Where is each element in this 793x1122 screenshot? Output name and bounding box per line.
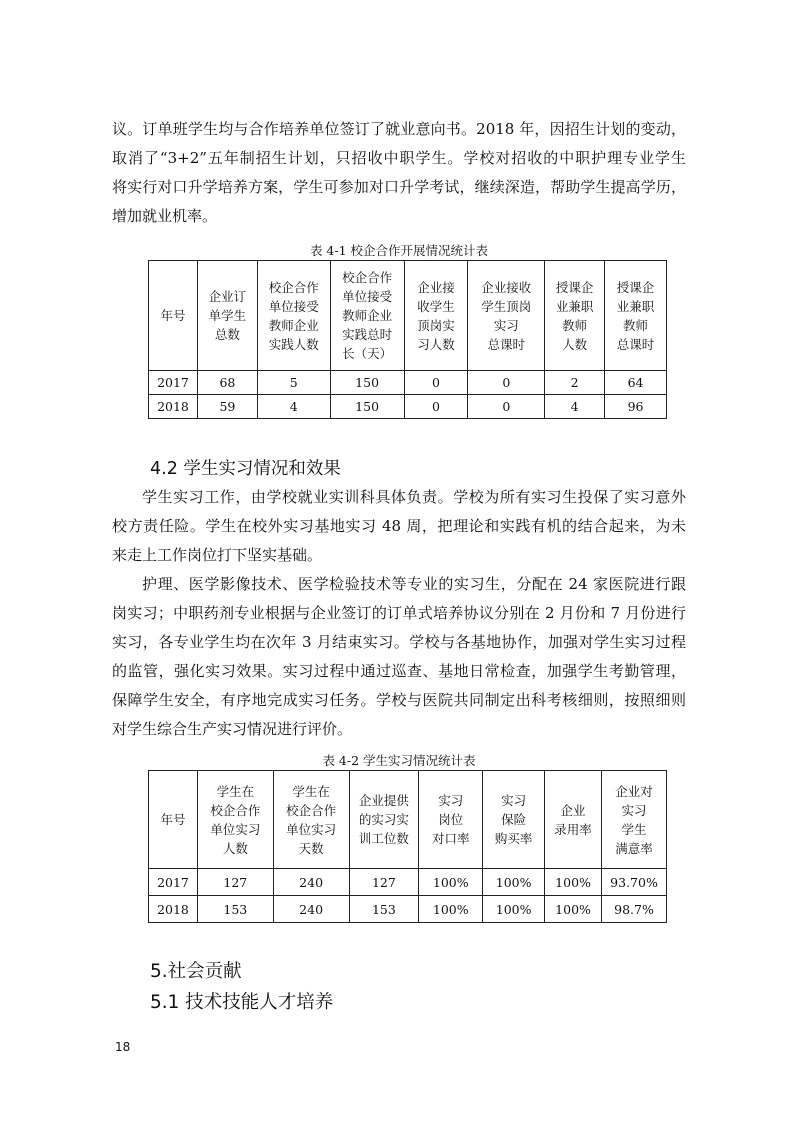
table2-header-cell: 企业提供 的实习实 训工位数	[349, 771, 419, 869]
table-row	[149, 896, 667, 923]
table-cell: 96	[605, 395, 667, 419]
table1-header-cell: 企业订 单学生 总数	[197, 261, 257, 371]
table-cell: 64	[605, 371, 667, 395]
section42-paragraph-2	[112, 570, 686, 744]
table1-caption: 表 4-1 校企合作开展情况统计表	[309, 243, 489, 258]
text-line: 校方责任险。学生在校外实习基地实习 48 周，把理论和实践有机的结合起来，为未	[112, 517, 686, 535]
table-cell: 153	[197, 896, 273, 923]
table-cell: 150	[330, 371, 404, 395]
table1-header-cell: 授课企 业兼职 教师 人数	[545, 261, 605, 371]
table2-header-cell: 实习 保险 购买率	[483, 771, 545, 869]
table-cell: 240	[273, 896, 349, 923]
table-cell: 2017	[149, 371, 198, 395]
text-line: 议。订单班学生均与合作培养单位签订了就业意向书。2018 年，因招生计划的变动，	[112, 120, 686, 138]
table2-caption: 表 4-2 学生实习情况统计表	[322, 753, 476, 768]
table2-header-cell: 学生在 校企合作 单位实习 人数	[197, 771, 273, 869]
text-line: 的监管，强化实习效果。实习过程中通过巡查、基地日常检查，加强学生考勤管理，	[112, 662, 686, 680]
text-line: 保障学生安全，有序地完成实习任务。学校与医院共同制定出科考核细则，按照细则	[112, 691, 686, 709]
page-number: 18	[115, 1040, 131, 1054]
table-cell: 2018	[149, 896, 198, 923]
text-line: 护理、医学影像技术、医学检验技术等专业的实习生，分配在 24 家医院进行跟	[142, 575, 686, 593]
table-cell: 4	[545, 395, 605, 419]
table-row	[149, 869, 667, 896]
text-line: 将实行对口升学培养方案，学生可参加对口升学考试，继续深造，帮助学生提高学历，	[112, 178, 686, 196]
table-cell: 4	[257, 395, 330, 419]
table-cell: 153	[349, 896, 419, 923]
table2-header-cell: 企业 录用率	[545, 771, 602, 869]
chapter-heading: 5.社会贡献	[150, 961, 242, 982]
text-line: 学生实习工作，由学校就业实训科具体负责。学校为所有实习生投保了实习意外	[142, 488, 686, 506]
table-cell: 100%	[419, 869, 483, 896]
text-line: 对学生综合生产实习情况进行评价。	[112, 720, 353, 738]
table-cell: 100%	[545, 896, 602, 923]
table2-header-cell: 企业对 实习 学生 满意率	[602, 771, 667, 869]
table-cell: 0	[468, 395, 545, 419]
table-row	[149, 371, 667, 395]
table1-header-row	[149, 261, 667, 371]
table-cell: 93.70%	[602, 869, 667, 896]
table2-header-cell: 年号	[149, 771, 198, 869]
text-line: 实习，各专业学生均在次年 3 月结束实习。学校与各基地协作，加强对学生实习过程	[112, 633, 686, 651]
table-cell: 0	[404, 395, 468, 419]
table-cell: 59	[197, 395, 257, 419]
table-cell: 100%	[483, 869, 545, 896]
table-cell: 98.7%	[602, 896, 667, 923]
table1-header-cell: 校企合作 单位接受 教师企业 实践总时 长（天）	[330, 261, 404, 371]
text-line: 来走上工作岗位打下坚实基础。	[112, 546, 323, 564]
table-cell: 127	[197, 869, 273, 896]
intro-paragraph	[112, 115, 686, 231]
table2-header-cell: 学生在 校企合作 单位实习 天数	[273, 771, 349, 869]
table-cell: 127	[349, 869, 419, 896]
table-cell: 100%	[483, 896, 545, 923]
table-cell: 2017	[149, 869, 198, 896]
table1-header-cell: 企业接 收学生 顶岗实 习人数	[404, 261, 468, 371]
table1-header-cell: 年号	[149, 261, 198, 371]
table2	[148, 770, 667, 923]
table-cell: 150	[330, 395, 404, 419]
table-cell: 0	[404, 371, 468, 395]
table-cell: 0	[468, 371, 545, 395]
text-line: 取消了“3+2”五年制招生计划，只招收中职学生。学校对招收的中职护理专业学生	[112, 149, 686, 167]
table1-header-cell: 校企合作 单位接受 教师企业 实践人数	[257, 261, 330, 371]
table1-header-cell: 企业接收 学生顶岗 实习 总课时	[468, 261, 545, 371]
section-heading: 4.2 学生实习情况和效果	[150, 459, 341, 479]
table2-header-row	[149, 771, 667, 869]
table-cell: 2018	[149, 395, 198, 419]
table-cell: 68	[197, 371, 257, 395]
table1	[148, 260, 667, 419]
section-heading: 5.1 技术技能人才培养	[150, 992, 334, 1013]
table1-header-cell: 授课企 业兼职 教师 总课时	[605, 261, 667, 371]
section42-paragraph-1	[112, 483, 686, 570]
table-row	[149, 395, 667, 419]
table-cell: 100%	[545, 869, 602, 896]
table-cell: 5	[257, 371, 330, 395]
table2-header-cell: 实习 岗位 对口率	[419, 771, 483, 869]
text-line: 岗实习；中职药剂专业根据与企业签订的订单式培养协议分别在 2 月份和 7 月份进行	[112, 604, 686, 622]
table-cell: 2	[545, 371, 605, 395]
text-line: 增加就业机率。	[112, 207, 218, 225]
table-cell: 100%	[419, 896, 483, 923]
table-cell: 240	[273, 869, 349, 896]
